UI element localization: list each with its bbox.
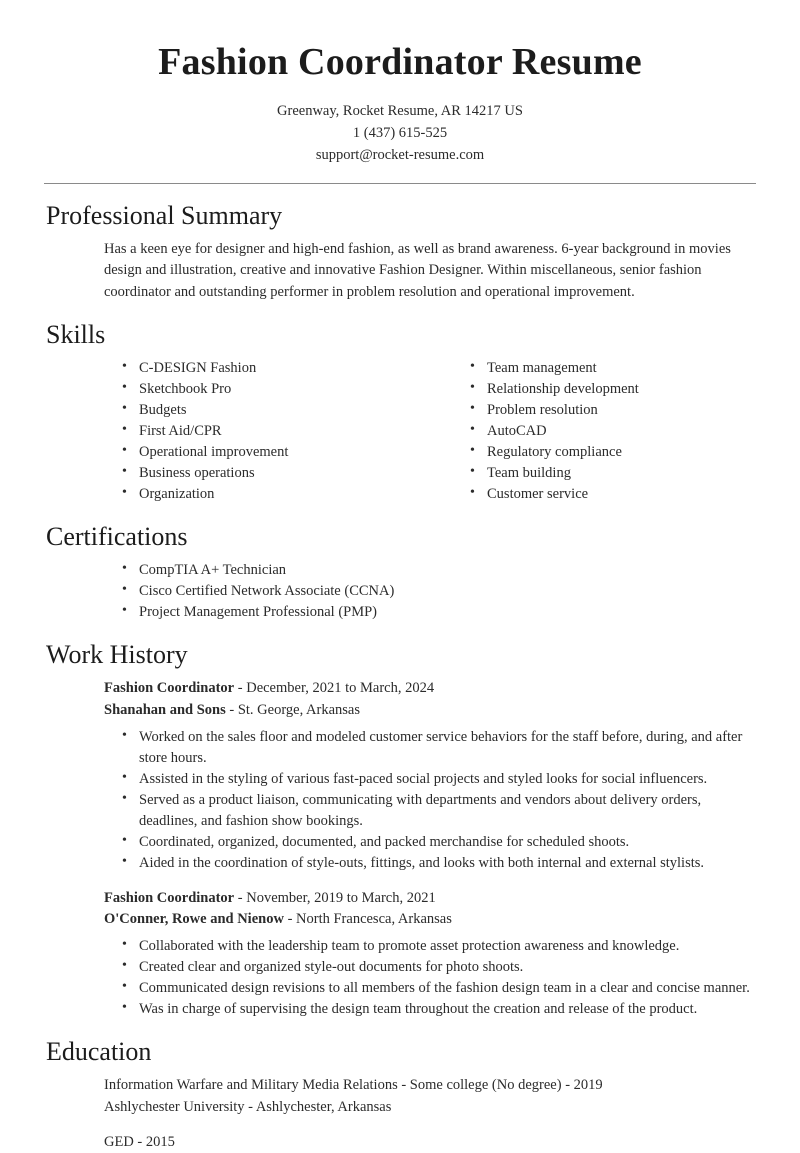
skill-item: • AutoCAD xyxy=(470,421,756,442)
certification-item: • CompTIA A+ Technician xyxy=(122,560,756,581)
job-location: North Francesca, Arkansas xyxy=(296,911,452,928)
job-company-line xyxy=(104,700,756,722)
section-certifications xyxy=(44,522,756,623)
summary-text: Has a keen eye for designer and high-end fashion, as well as brand awareness. 6-year background in movies design and illustration, creative and innovative Fashion Designer. Within miscellaneous, senior fashion coordinator and outstanding performer in problem resolution and operational improvement. xyxy=(104,240,731,300)
job-bullets xyxy=(104,727,756,874)
work-history-entry xyxy=(44,678,756,874)
job-bullet-item: • Assisted in the styling of various fast-paced social projects and styled looks for social influencers. xyxy=(122,769,756,790)
job-bullet-item: • Collaborated with the leadership team to promote asset protection awareness and knowledge. xyxy=(122,936,756,957)
skills-list-right xyxy=(452,358,756,505)
job-company: Shanahan and Sons xyxy=(104,701,226,718)
section-heading-education: Education xyxy=(46,1037,152,1067)
section-heading-summary: Professional Summary xyxy=(46,200,283,230)
contact-email: support@rocket-resume.com xyxy=(315,146,485,163)
education-program: Information Warfare and Military Media Relations - Some college (No degree) - 2019 xyxy=(104,1077,603,1094)
certifications-body xyxy=(44,560,756,623)
education-program: GED - 2015 xyxy=(104,1133,175,1150)
education-list xyxy=(44,1075,756,1153)
certification-item: • Cisco Certified Network Associate (CCNA) xyxy=(122,581,756,602)
skill-item: • Customer service xyxy=(470,484,756,505)
job-separator: - xyxy=(234,680,247,696)
skill-item: • C-DESIGN Fashion xyxy=(122,358,430,379)
job-bullet-item: • Created clear and organized style-out documents for photo shoots. xyxy=(122,957,756,978)
section-heading-skills: Skills xyxy=(46,320,106,350)
skill-item: • Relationship development xyxy=(470,379,756,400)
job-bullet-list xyxy=(104,727,756,874)
job-company: O'Conner, Rowe and Nienow xyxy=(104,911,284,928)
job-bullet-item: • Aided in the coordination of style-outs, fittings, and looks with both internal and external stylists. xyxy=(122,853,756,874)
section-professional-summary xyxy=(44,201,756,303)
education-entry xyxy=(44,1075,756,1119)
skills-columns xyxy=(44,358,756,505)
page-title: Fashion Coordinator Resume xyxy=(158,41,642,83)
job-bullet-item: • Coordinated, organized, documented, and packed merchandise for scheduled shoots. xyxy=(122,832,756,853)
skill-item: • Organization xyxy=(122,484,430,505)
job-bullet-item: • Was in charge of supervising the design team throughout the creation and release of the product. xyxy=(122,999,756,1020)
skill-item: • Budgets xyxy=(122,400,430,421)
skill-item: • Regulatory compliance xyxy=(470,442,756,463)
job-title: Fashion Coordinator xyxy=(104,680,235,696)
job-title-line xyxy=(104,888,756,910)
section-heading-certifications: Certifications xyxy=(46,522,188,552)
section-education xyxy=(44,1037,756,1153)
job-bullet-item: • Served as a product liaison, communicating with departments and vendors about delivery orders, deadlines, and fashion show bookings. xyxy=(122,790,756,832)
skills-column-left xyxy=(104,358,430,505)
contact-phone: 1 (437) 615-525 xyxy=(352,124,448,141)
job-dates: December, 2021 to March, 2024 xyxy=(246,680,435,696)
education-school: Ashlychester University - Ashlychester, Arkansas xyxy=(104,1098,392,1115)
header-divider xyxy=(44,183,756,184)
job-separator: - xyxy=(225,701,238,718)
job-dates: November, 2019 to March, 2021 xyxy=(246,889,436,906)
job-separator: - xyxy=(283,911,297,928)
skills-list-left xyxy=(104,358,430,505)
education-entry xyxy=(44,1132,756,1153)
work-history-list xyxy=(44,678,756,1020)
section-heading-work-history: Work History xyxy=(46,640,188,670)
contact-info xyxy=(44,100,756,166)
job-bullet-list xyxy=(104,936,756,1020)
skill-item: • Sketchbook Pro xyxy=(122,379,430,400)
job-bullet-item: • Worked on the sales floor and modeled customer service behaviors for the staff before, during, and after store hours. xyxy=(122,727,756,769)
certification-item: • Project Management Professional (PMP) xyxy=(122,602,756,623)
job-title: Fashion Coordinator xyxy=(104,889,235,906)
skill-item: • Problem resolution xyxy=(470,400,756,421)
section-skills xyxy=(44,320,756,505)
skill-item: • First Aid/CPR xyxy=(122,421,430,442)
skill-item: • Team management xyxy=(470,358,756,379)
skill-item: • Team building xyxy=(470,463,756,484)
skills-column-right xyxy=(430,358,756,505)
contact-address: Greenway, Rocket Resume, AR 14217 US xyxy=(277,102,523,119)
job-bullets xyxy=(104,936,756,1020)
work-history-entry xyxy=(44,888,756,1021)
skill-item: • Operational improvement xyxy=(122,442,430,463)
job-company-line xyxy=(104,909,756,931)
job-location: St. George, Arkansas xyxy=(237,701,360,718)
job-bullet-item: • Communicated design revisions to all members of the fashion design team in a clear and concise manner. xyxy=(122,978,756,999)
job-title-line xyxy=(104,678,756,700)
section-work-history xyxy=(44,640,756,1020)
job-separator: - xyxy=(234,889,247,906)
certifications-list xyxy=(104,560,756,623)
summary-body xyxy=(44,239,756,303)
skill-item: • Business operations xyxy=(122,463,430,484)
